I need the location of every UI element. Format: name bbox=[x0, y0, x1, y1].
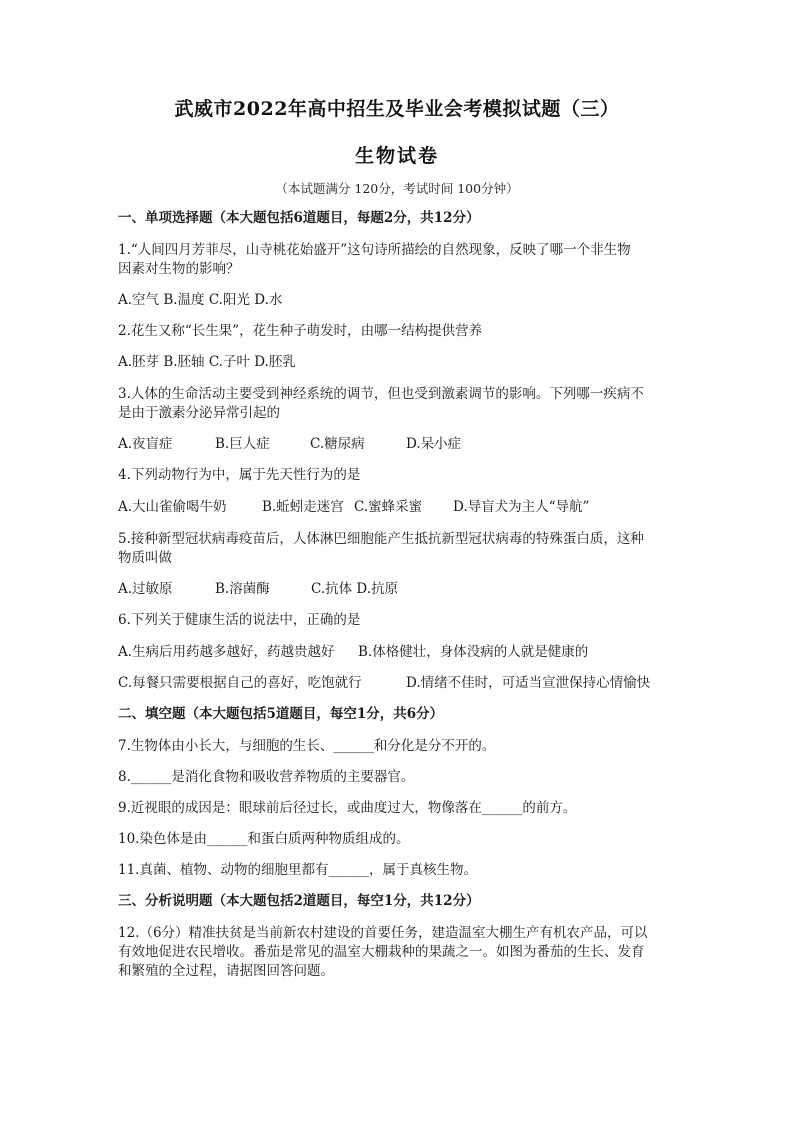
question-5-option-b: B.溶菌酶 bbox=[215, 581, 270, 597]
question-9: 9.近视眼的成因是：眼球前后径过长，或曲度过大，物像落在______的前方。 bbox=[118, 800, 577, 816]
question-5-option-a: A.过敏原 bbox=[118, 581, 173, 597]
question-5-stem-line1: 5.接种新型冠状病毒疫苗后，人体淋巴细胞能产生抵抗新型冠状病毒的特殊蛋白质，这种 bbox=[118, 531, 644, 547]
question-5-option-cd: C.抗体 D.抗原 bbox=[311, 581, 399, 597]
page-title: 武威市2022年高中招生及毕业会考模拟试题（三） bbox=[174, 98, 620, 120]
question-12-line3: 和繁殖的全过程，请据图回答问题。 bbox=[118, 963, 334, 979]
question-4-option-a: A.大山雀偷喝牛奶 bbox=[118, 499, 227, 515]
question-4-options bbox=[118, 497, 678, 517]
question-4-stem: 4.下列动物行为中，属于先天性行为的是 bbox=[118, 467, 361, 483]
question-3-option-c: C.糖尿病 bbox=[310, 436, 365, 452]
question-2-options: A.胚芽 B.胚轴 C.子叶 D.胚乳 bbox=[118, 354, 296, 370]
question-3-stem-line2: 是由于激素分泌异常引起的 bbox=[118, 405, 280, 421]
question-1-options: A.空气 B.温度 C.阳光 D.水 bbox=[118, 292, 283, 308]
question-4-option-b: B.蚯蚓走迷宫 bbox=[262, 499, 344, 515]
question-10: 10.染色体是由______和蛋白质两种物质组成的。 bbox=[118, 831, 410, 847]
question-1-stem-line1: 1.“人间四月芳菲尽，山寺桃花始盛开”这句诗所描绘的自然现象，反映了哪一个非生物 bbox=[118, 242, 631, 258]
question-2-stem: 2.花生又称“长生果”，花生种子萌发时，由哪一结构提供营养 bbox=[118, 323, 483, 339]
question-1-stem-line2: 因素对生物的影响？ bbox=[118, 261, 240, 277]
question-5-stem-line2: 物质叫做 bbox=[118, 550, 172, 566]
section-heading-choice: 一、单项选择题（本大题包括6道题目，每题2分，共12分） bbox=[118, 210, 480, 226]
section-heading-fill: 二、填空题（本大题包括5道题目，每空1分，共6分） bbox=[118, 706, 444, 722]
question-6-option-c: C.每餐只需要根据自己的喜好，吃饱就行 bbox=[118, 675, 362, 691]
question-11: 11.真菌、植物、动物的细胞里都有______，属于真核生物。 bbox=[118, 862, 477, 878]
question-4-option-d: D.导盲犬为主人“导航” bbox=[453, 499, 590, 515]
question-6-option-b: B.体格健壮，身体没病的人就是健康的 bbox=[358, 644, 589, 660]
question-7: 7.生物体由小长大，与细胞的生长、______和分化是分不开的。 bbox=[118, 738, 496, 754]
question-4-option-c: C.蜜蜂采蜜 bbox=[354, 499, 423, 515]
question-12-line1: 12.（6分）精准扶贫是当前新农村建设的首要任务，建造温室大棚生产有机农产品，可以 bbox=[118, 925, 648, 941]
exam-info: （本试题满分 120分，考试时间 100分钟） bbox=[275, 181, 519, 196]
question-6-stem: 6.下列关于健康生活的说法中，正确的是 bbox=[118, 612, 361, 628]
question-6-option-d: D.情绪不佳时，可适当宣泄保持心情愉快 bbox=[406, 675, 651, 691]
question-3-option-d: D.呆小症 bbox=[406, 436, 462, 452]
question-3-stem-line1: 3.人体的生命活动主要受到神经系统的调节，但也受到激素调节的影响。下列哪一疾病不 bbox=[118, 386, 644, 402]
question-12-line2: 有效地促进农民增收。番茄是常见的温室大棚栽种的果蔬之一。如图为番茄的生长、发育 bbox=[118, 944, 645, 960]
question-3-option-a: A.夜盲症 bbox=[118, 436, 173, 452]
question-6-options-row1 bbox=[118, 642, 678, 662]
question-8: 8.______是消化食物和吸收营养物质的主要器官。 bbox=[118, 769, 415, 785]
question-5-options bbox=[118, 579, 678, 599]
page-subtitle: 生物试卷 bbox=[354, 145, 439, 167]
question-6-option-a: A.生病后用药越多越好，药越贵越好 bbox=[118, 644, 335, 660]
question-3-options bbox=[118, 434, 678, 454]
section-heading-analysis: 三、分析说明题（本大题包括2道题目，每空1分，共12分） bbox=[118, 893, 480, 909]
question-6-options-row2 bbox=[118, 673, 678, 693]
question-3-option-b: B.巨人症 bbox=[215, 436, 270, 452]
